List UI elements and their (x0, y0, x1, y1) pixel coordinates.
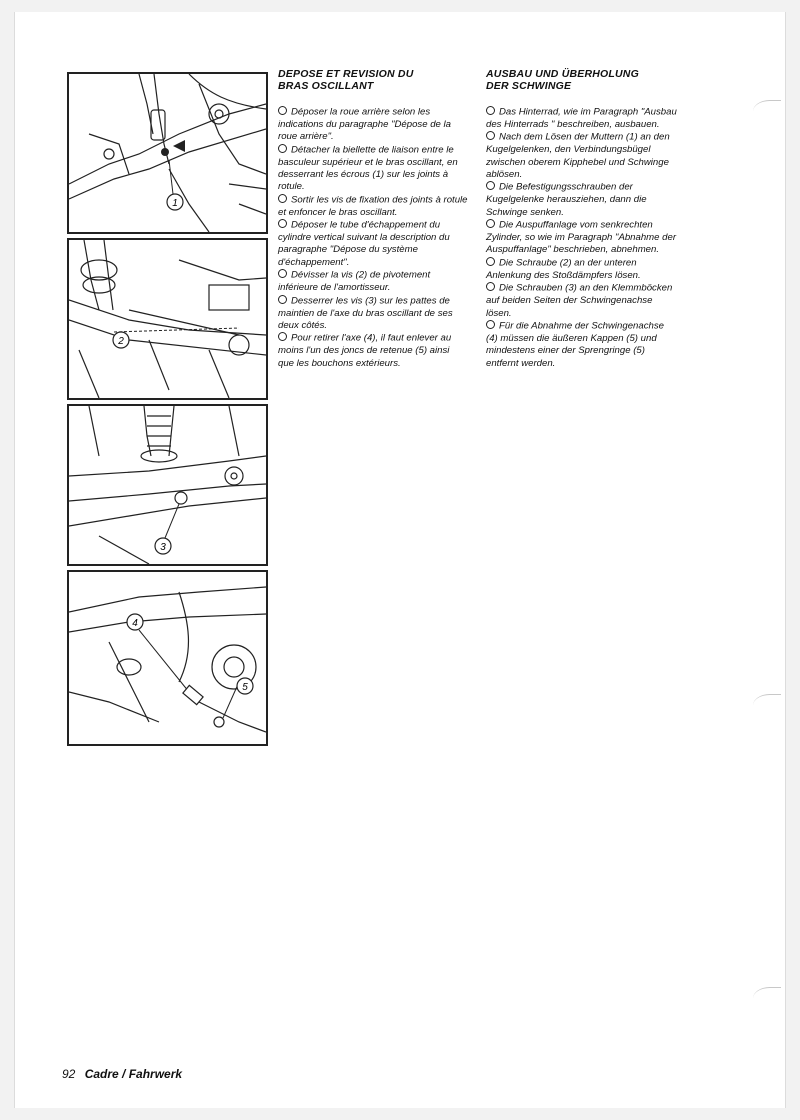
figure-1-drawing (69, 74, 266, 232)
binder-hole-bottom (753, 987, 781, 1006)
callout-label-2: 2 (118, 336, 124, 347)
bullet-circle-icon (278, 332, 287, 341)
german-step-2: Nach dem Lösen der Muttern (1) an den Kugelgelenken, den Verbindungsbügel zwischen oberem Kipphebel und Schwinge ablösen. (486, 131, 670, 181)
bullet-circle-icon (486, 106, 495, 115)
german-heading-line-2: DER SCHWINGE (486, 80, 572, 92)
bullet-circle-icon (278, 219, 287, 228)
bullet-circle-icon (486, 257, 495, 266)
french-step-2: Détacher la biellette de liaison entre le basculeur supérieur et le bras oscillant, en desserrant les écrous (1) sur les joints à rotule. (278, 144, 458, 193)
section-title: Cadre / Fahrwerk (84, 1067, 183, 1081)
bullet-circle-icon (278, 106, 287, 115)
callout-label-1: 1 (172, 198, 178, 209)
german-step-7: Für die Abnahme der Schwingenachse (4) müssen die äußeren Kappen (5) und mindestens einer der Sprengringe (5) entfernt werden. (486, 320, 664, 369)
bullet-circle-icon (278, 269, 287, 278)
figure-3-drawing (69, 406, 266, 564)
figure-2-shock-pivot-screw (67, 238, 268, 400)
french-step-6: Desserrer les vis (3) sur les pattes de maintien de l'axe du bras oscillant de ses deux côtés. (278, 295, 453, 331)
french-step-7: Pour retirer l'axe (4), il faut enlever au moins l'un des joncs de retenue (5) ainsi que les bouchons extérieurs. (278, 332, 452, 369)
bullet-circle-icon (278, 144, 287, 153)
page-number: 92 (62, 1067, 76, 1081)
figure-4-swingarm-axle (67, 570, 268, 746)
bullet-circle-icon (278, 194, 287, 203)
figure-4-drawing (69, 572, 266, 744)
french-column (278, 68, 468, 370)
french-heading-line-1: DEPOSE ET REVISION DU (278, 68, 414, 80)
figure-2-drawing (69, 240, 266, 398)
callout-label-4: 4 (132, 618, 138, 629)
german-heading-line-1: AUSBAU UND ÜBERHOLUNG (486, 68, 639, 80)
german-step-3: Die Befestigungsschrauben der Kugelgelenke herausziehen, dann die Schwinge senken. (486, 181, 647, 218)
german-column (486, 68, 678, 370)
french-step-5: Dévisser la vis (2) de pivotement inférieure de l'amortisseur. (278, 269, 431, 294)
bullet-circle-icon (486, 219, 495, 228)
page-footer (62, 1067, 182, 1081)
german-step-6: Die Schrauben (3) an den Klemmböcken auf beiden Seiten der Schwingenachse lösen. (486, 282, 673, 319)
bullet-circle-icon (486, 131, 495, 140)
french-step-4: Déposer le tube d'échappement du cylindre vertical suivant la description du paragraphe "Dépose du système d'échappement". (278, 219, 450, 268)
callout-label-3: 3 (160, 542, 166, 553)
binder-hole-middle (753, 694, 781, 713)
figure-1-link-nuts (67, 72, 268, 234)
french-heading (278, 68, 468, 92)
french-step-1: Déposer la roue arrière selon les indications du paragraphe "Dépose de la roue arrière". (278, 106, 452, 143)
french-step-3: Sortir les vis de fixation des joints à rotule et enfoncer le bras oscillant. (278, 194, 468, 218)
callout-label-5: 5 (242, 682, 248, 693)
french-heading-line-2: BRAS OSCILLANT (278, 80, 374, 92)
bullet-circle-icon (486, 181, 495, 190)
german-step-4: Die Auspuffanlage vom senkrechten Zylinder, so wie im Paragraph "Abnahme der Auspuffanlage" beschrieben, abnehmen. (486, 219, 677, 256)
german-step-5: Die Schraube (2) an der unteren Anlenkung des Stoßdämpfers lösen. (486, 257, 641, 281)
bullet-circle-icon (486, 320, 495, 329)
figure-3-clamp-screws (67, 404, 268, 566)
bullet-circle-icon (486, 282, 495, 291)
bullet-circle-icon (278, 295, 287, 304)
german-step-1: Das Hinterrad, wie im Paragraph "Ausbau des Hinterrads " beschreiben, ausbauen. (486, 106, 677, 130)
binder-hole-top (753, 100, 781, 119)
german-heading (486, 68, 678, 92)
